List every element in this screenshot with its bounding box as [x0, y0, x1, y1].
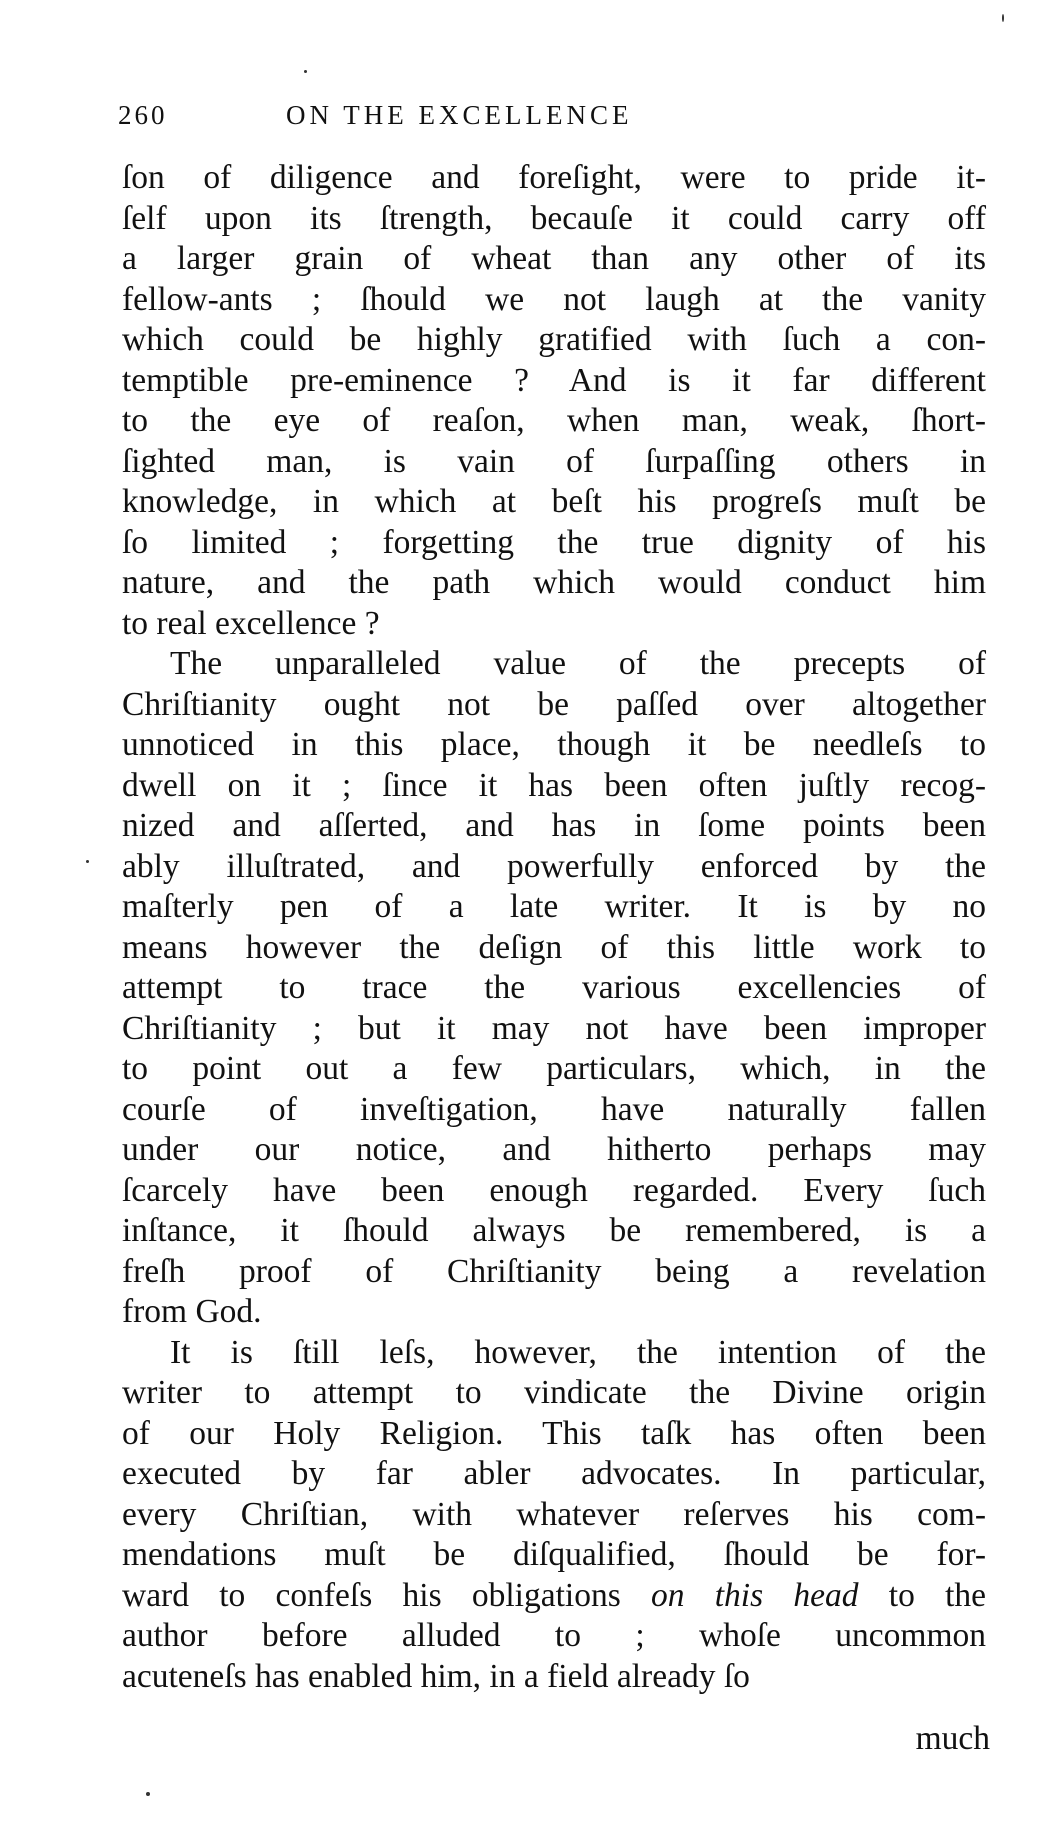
- text-line: ſighted man, is vain of ſurpaſſing others in: [122, 442, 986, 480]
- text-line: of our Holy Religion. This taſk has often been: [122, 1414, 986, 1452]
- text-line: to point out a few particulars, which, in the: [122, 1050, 986, 1087]
- text-line: author before alluded to ; whoſe uncommon: [122, 1617, 986, 1654]
- text-line: Chriſtianity ought not be paſſed over altogether: [122, 685, 986, 723]
- text-line: ward to confeſs his obligations on this head to the: [122, 1576, 986, 1614]
- text-line: nature, and the path which would conduct him: [122, 564, 986, 601]
- text-line: acuteneſs has enabled him, in a field already ſo: [122, 1657, 750, 1695]
- text-line: dwell on it ; ſince it has been often juſtly recog-: [122, 766, 986, 804]
- text-line: knowledge, in which at beſt his progreſs muſt be: [122, 483, 986, 520]
- text-line: ſon of diligence and foreſight, were to pride it-: [122, 159, 986, 196]
- text-line: means however the deſign of this little work to: [122, 928, 986, 966]
- text-line: ably illuſtrated, and powerfully enforced by the: [122, 847, 986, 885]
- text-line: It is ſtill leſs, however, the intention of the: [170, 1333, 986, 1371]
- page-number: 260: [118, 100, 168, 130]
- text-line: under our notice, and hitherto perhaps may: [122, 1131, 986, 1168]
- running-head: ON THE EXCELLENCE: [286, 100, 633, 130]
- text-line: ſelf upon its ſtrength, becauſe it could carry off: [122, 199, 986, 237]
- scan-speck: [304, 70, 307, 73]
- text-line: The unparalleled value of the precepts of: [170, 645, 986, 682]
- paragraph: [122, 1333, 986, 1698]
- text-line: to the eye of reaſon, when man, weak, ſhort-: [122, 402, 986, 439]
- scan-speck: [1002, 14, 1004, 22]
- text-line: inſtance, it ſhould always be remembered, is a: [122, 1212, 986, 1249]
- catchword: much: [915, 1720, 990, 1757]
- text-line: temptible pre-eminence ? And is it far different: [122, 361, 986, 399]
- text-line: from God.: [122, 1293, 262, 1330]
- text-line: Chriſtianity ; but it may not have been improper: [122, 1009, 986, 1047]
- text-line: courſe of inveſtigation, have naturally fallen: [122, 1090, 986, 1128]
- text-line: to real excellence ?: [122, 604, 380, 642]
- text-line: maſterly pen of a late writer. It is by no: [122, 888, 986, 925]
- text-line: attempt to trace the various excellencies of: [122, 969, 986, 1006]
- text-line: every Chriſtian, with whatever reſerves his com-: [122, 1495, 986, 1533]
- text-line: writer to attempt to vindicate the Divine origin: [122, 1374, 986, 1411]
- text-line: nized and aſſerted, and has in ſome points been: [122, 807, 986, 844]
- text-line: executed by far abler advocates. In particular,: [122, 1455, 986, 1492]
- text-line: mendations muſt be diſqualified, ſhould be for-: [122, 1536, 986, 1573]
- scan-speck: [86, 860, 89, 863]
- text-line: fellow-ants ; ſhould we not laugh at the vanity: [122, 280, 986, 318]
- text-line: which could be highly gratified with ſuch a con-: [122, 321, 986, 358]
- scan-speck: [146, 1792, 150, 1796]
- text-line: a larger grain of wheat than any other of its: [122, 240, 986, 277]
- body-text: [122, 158, 986, 1697]
- italic-phrase: on this head: [650, 1576, 859, 1614]
- paragraph: [122, 158, 986, 644]
- text-line: ſo limited ; forgetting the true dignity of his: [122, 523, 986, 561]
- text-line: unnoticed in this place, though it be needleſs to: [122, 726, 986, 763]
- paragraph: [122, 644, 986, 1333]
- page-header: [118, 100, 878, 140]
- text-line: freſh proof of Chriſtianity being a revelation: [122, 1252, 986, 1290]
- text-line: ſcarcely have been enough regarded. Every ſuch: [122, 1171, 986, 1209]
